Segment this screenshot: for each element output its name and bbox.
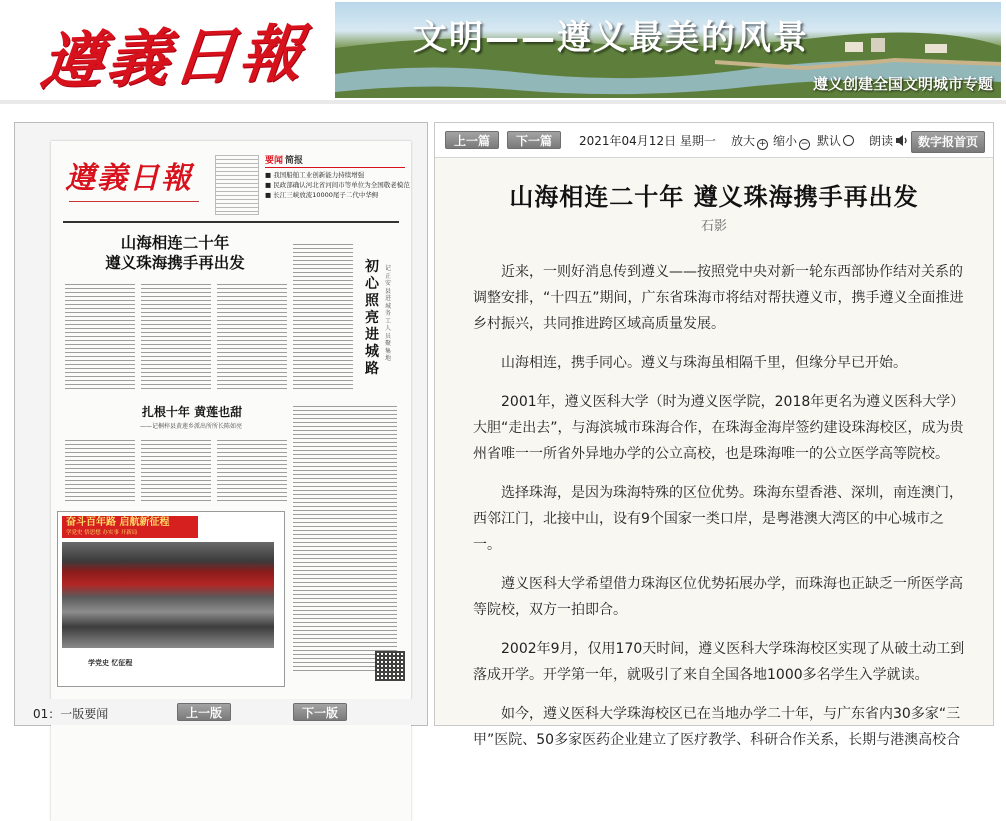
article-paragraph: 如今，遵义医科大学珠海校区已在当地办学二十年，与广东省内30多家“三甲”医院、50多家医药企业建立了医疗教学、科研合作关系，长期与港澳高校合 — [473, 706, 961, 748]
brief-item[interactable]: ■ 我国船舶工业创新能力持续增强 — [265, 170, 405, 180]
read-aloud-control[interactable] — [869, 132, 909, 149]
paper-text-column[interactable] — [65, 281, 135, 391]
banner-subtitle: 遵义创建全国文明城市专题 — [812, 75, 993, 93]
paper-text-column[interactable] — [293, 241, 353, 391]
circle-icon — [843, 135, 854, 146]
paper-tagline-rule — [69, 201, 199, 212]
read-aloud-label: 朗读 — [869, 134, 894, 148]
article-paragraph: 遵义医科大学希望借力珠海区位优势拓展办学，而珠海也正缺乏一所医学高等院校，双方一拍即合。 — [473, 576, 963, 618]
paper-second-subtitle: ——记桐梓县黄莲乡派出所所长陈如亮 — [139, 423, 242, 430]
paper-text-column[interactable] — [293, 403, 397, 673]
article-title: 山海相连二十年 遵义珠海携手再出发 — [509, 183, 919, 211]
paper-text-column[interactable] — [217, 281, 287, 391]
article-paragraph: 2001年，遵义医科大学（时为遵义医学院，2018年更名为遵义医科大学）大胆“走出去”，与海滨城市珠海合作，在珠海金海岸签约建设珠海校区，成为贵州省唯一一所省外异地办学的公立高校，也是珠海唯一的公立医学高等院校。 — [473, 394, 965, 462]
default-size-label: 默认 — [817, 134, 842, 148]
article-paragraph: 2002年9月，仅用170天时间，遵义医科大学珠海校区实现了从破土动工到落成开学。开学第一年，就吸引了来自全国各地1000多名学生入学就读。 — [473, 641, 965, 683]
paper-second-headline[interactable]: 扎根十年 黄莲也甜 — [141, 405, 243, 419]
minus-circle-icon: − — [800, 139, 809, 149]
photo-caption: 学党史 忆征程 — [88, 659, 133, 667]
next-article-button[interactable]: 下一篇 — [507, 131, 561, 149]
banner-image[interactable] — [335, 2, 1001, 98]
speaker-icon — [895, 134, 909, 147]
photo-image — [62, 542, 274, 648]
edition-label: 01：一版要闻 — [33, 707, 109, 721]
article-panel — [434, 122, 994, 748]
briefs-label: 要闻 — [265, 156, 284, 166]
page-navigation-bar — [15, 699, 427, 725]
paper-masthead: 遵義日報 — [65, 161, 193, 196]
masthead-text: 遵義日報 — [37, 15, 310, 99]
article-author: 石影 — [700, 219, 727, 234]
zoom-in-label: 放大 — [731, 134, 756, 148]
article-toolbar — [435, 123, 993, 158]
article-paragraph: 山海相连，携手同心。遵义与珠海虽相隔千里，但缘分早已开始。 — [501, 355, 907, 371]
headline-line-1: 山海相连二十年 — [120, 233, 230, 252]
briefs-sublabel: 简报 — [285, 156, 304, 166]
issue-date: 2021年04月12日 星期一 — [579, 134, 716, 148]
masthead-logo[interactable] — [18, 4, 330, 100]
paper-text-column[interactable] — [65, 437, 135, 501]
photo-banner-subtitle: 学党史 悟思想 办实事 开新局 — [66, 530, 138, 536]
paper-text-column[interactable] — [141, 437, 211, 501]
photo-banner — [62, 516, 198, 538]
article-paragraph: 近来，一则好消息传到遵义——按照党中央对新一轮东西部协作结对关系的调整安排，“十四五”期间，广东省珠海市将结对帮扶遵义市，携手遵义全面推进乡村振兴，共同推进跨区域高质量发展。 — [473, 264, 964, 332]
article-body — [473, 259, 965, 766]
zoom-out-label: 缩小 — [773, 134, 798, 148]
prev-page-button[interactable]: 上一版 — [177, 703, 231, 721]
default-size-control[interactable] — [817, 132, 854, 149]
photo-banner-title: 奋斗百年路 启航新征程 — [66, 517, 170, 528]
banner-title: 文明——遵义最美的风景 — [413, 18, 809, 58]
newspaper-page-panel — [14, 122, 428, 726]
brief-item[interactable]: ■ 长江三峡放流10000尾子二代中华鲟 — [265, 190, 405, 200]
site-header — [0, 0, 1006, 104]
header-divider — [0, 100, 1006, 104]
article-paragraph: 选择珠海，是因为珠海特殊的区位优势。珠海东望香港、深圳，南连澳门，西邻江门，北接中山，设有9个国家一类口岸，是粤港澳大湾区的中心城市之一。 — [473, 485, 963, 553]
paper-text-column[interactable] — [141, 281, 211, 391]
paper-divider — [63, 221, 399, 223]
zoom-in-control[interactable] — [731, 132, 768, 150]
paper-text-column[interactable] — [217, 437, 287, 501]
prev-article-button[interactable]: 上一篇 — [445, 131, 499, 149]
briefs-header — [265, 153, 405, 168]
plus-circle-icon: + — [758, 139, 767, 149]
headline-line-2: 遵义珠海携手再出发 — [105, 253, 245, 272]
paper-vertical-subtitle: 记正安县进城务工人员聚集地 — [384, 265, 391, 362]
next-page-button[interactable]: 下一版 — [293, 703, 347, 721]
paper-issue-info — [215, 155, 259, 215]
digital-edition-home-button[interactable]: 数字报首页 — [911, 131, 985, 153]
paper-photo-feature[interactable] — [57, 511, 285, 687]
paper-lead-headline[interactable] — [65, 233, 285, 273]
zoom-out-control[interactable] — [773, 132, 810, 150]
paper-vertical-headline[interactable]: 初心照亮进城路 — [365, 259, 379, 377]
qr-code-icon — [375, 651, 405, 681]
brief-item[interactable]: ■ 民政部确认河北省河间市等单位为全国敬老模范 — [265, 180, 405, 190]
paper-briefs-box — [265, 153, 410, 217]
